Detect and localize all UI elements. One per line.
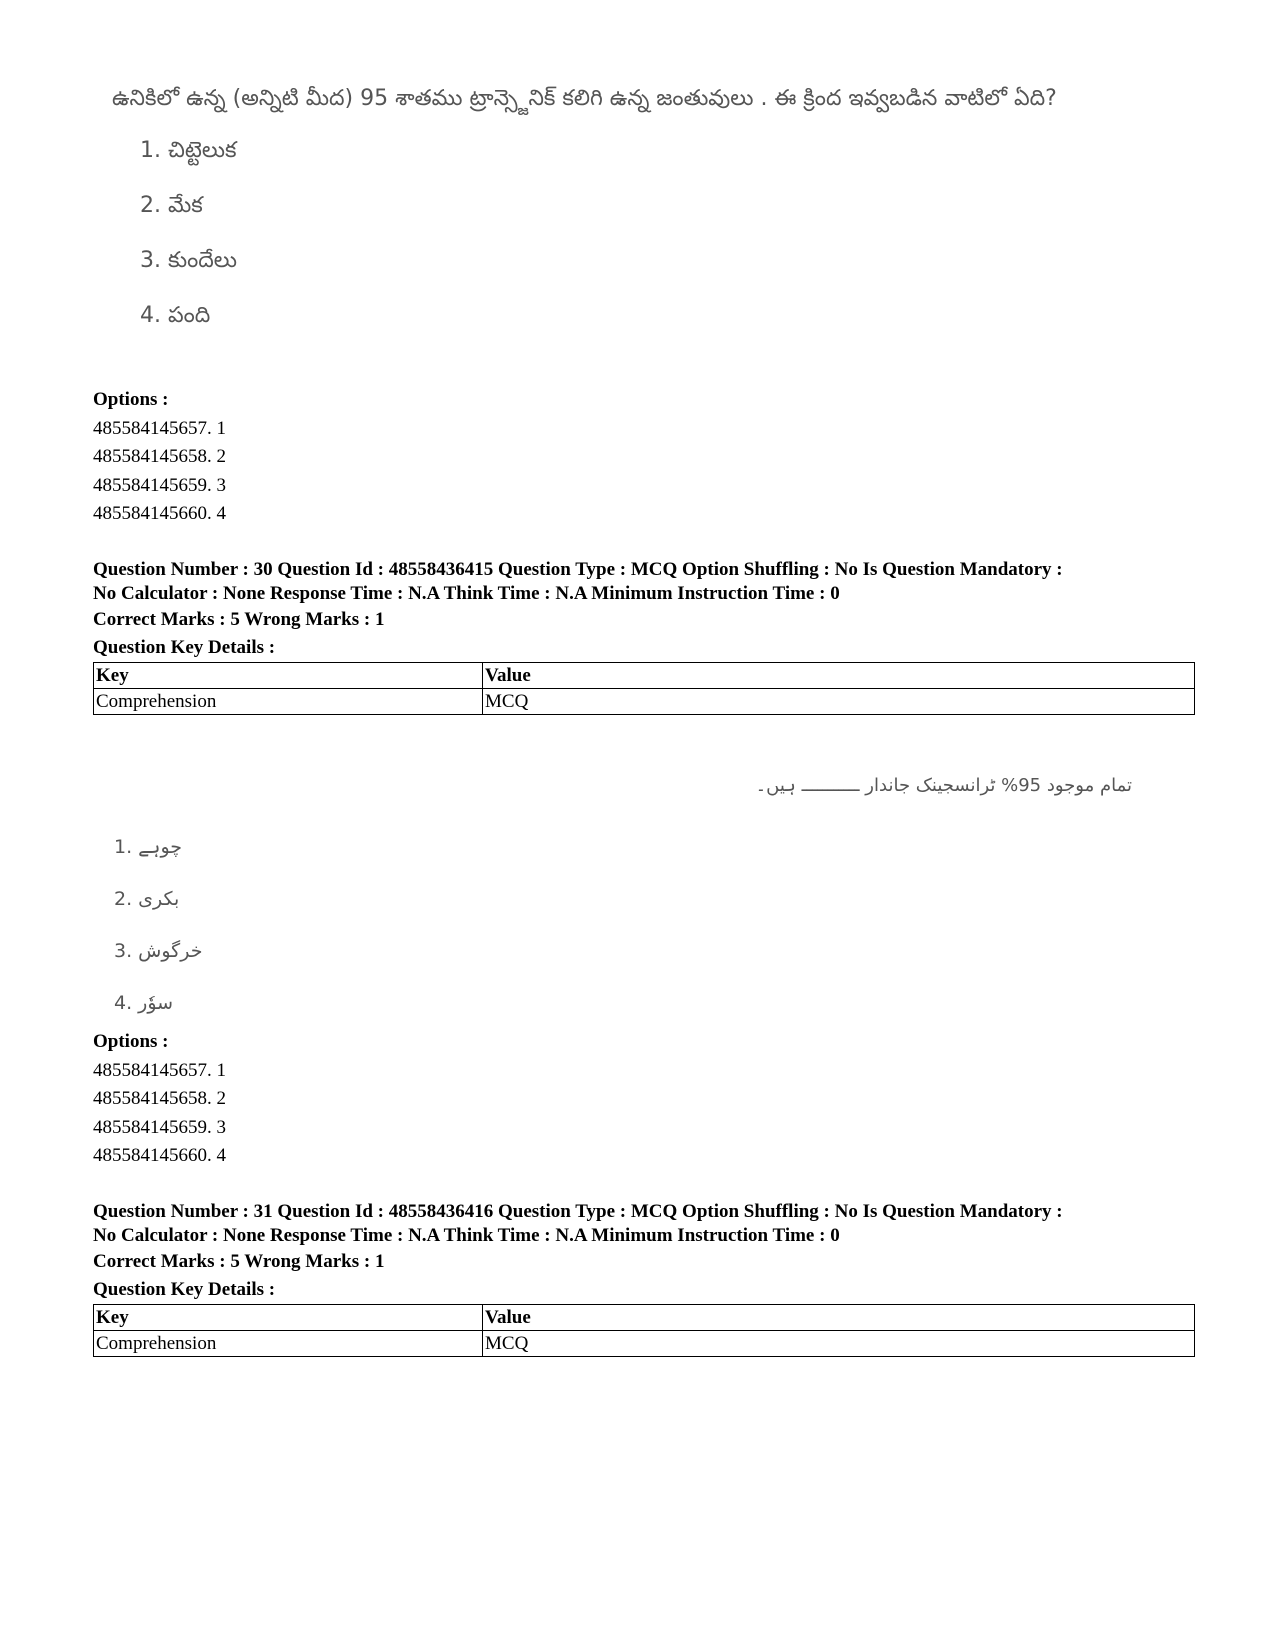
- telugu-option-1: 1. చిట్టెలుక: [140, 138, 237, 163]
- option-item: 485584145657. 1: [93, 417, 226, 439]
- telugu-option-2: 2. మేక: [140, 193, 203, 218]
- option-item: 485584145660. 4: [93, 1145, 226, 1166]
- options-block-q29: [93, 386, 1195, 529]
- option-item: 485584145660. 4: [93, 503, 226, 524]
- question-meta-line-1: Question Number : 31 Question Id : 48558436416 Question Type : MCQ Option Shuffling : No Is Question Mandatory :: [93, 1201, 1063, 1222]
- key-details-label: Question Key Details :: [93, 1279, 276, 1300]
- question-stem-urdu: تمام موجود 95% ٹرانسجینک جاندار ـــــــــــ ہیں۔: [755, 775, 1132, 796]
- marks-line: Correct Marks : 5 Wrong Marks : 1: [93, 1251, 385, 1272]
- question-header-q31: [93, 1200, 1195, 1357]
- question-meta-line-1: Question Number : 30 Question Id : 48558436415 Question Type : MCQ Option Shuffling : No Is Question Mandatory :: [93, 559, 1063, 580]
- key-details-table: [93, 662, 1195, 715]
- question-stem-telugu: ఉనికిలో ఉన్న (అన్నిటి మీద) 95 శాతము ట్రాన్స్జెనిక్ కలిగి ఉన్న జంతువులు . ఈ క్రింద ఇవ్వబడిన వాటిలో ఏది?: [112, 86, 1057, 111]
- urdu-option-4: 4. سوٗر: [114, 992, 174, 1014]
- option-item: 485584145658. 2: [93, 446, 226, 467]
- table-cell-key: Comprehension: [94, 689, 483, 715]
- key-details-label: Question Key Details :: [93, 637, 276, 658]
- question-meta-line-2: No Calculator : None Response Time : N.A Think Time : N.A Minimum Instruction Time : 0: [93, 583, 840, 604]
- table-cell-value: MCQ: [483, 1331, 1195, 1357]
- option-item: 485584145659. 3: [93, 474, 226, 496]
- table-header-key: Key: [94, 1305, 483, 1331]
- table-header-key: Key: [94, 663, 483, 689]
- table-header-row: [94, 663, 1195, 689]
- question-header-q30: [93, 558, 1195, 715]
- telugu-option-4: 4. పంది: [140, 303, 211, 328]
- marks-line: Correct Marks : 5 Wrong Marks : 1: [93, 609, 385, 630]
- telugu-option-3: 3. కుందేలు: [140, 248, 237, 273]
- table-row: [94, 1331, 1195, 1357]
- table-header-value: Value: [483, 663, 1195, 689]
- table-header-row: [94, 1305, 1195, 1331]
- urdu-question-image: [100, 775, 1150, 1029]
- options-block-q30: [93, 1028, 1195, 1171]
- option-item: 485584145657. 1: [93, 1059, 226, 1081]
- table-row: [94, 689, 1195, 715]
- urdu-option-1: 1. چوہے: [114, 836, 182, 858]
- urdu-option-3: 3. خرگوش: [114, 940, 203, 962]
- urdu-option-2: 2. بکری: [114, 888, 180, 910]
- option-item: 485584145658. 2: [93, 1088, 226, 1109]
- options-label: Options :: [93, 1031, 169, 1052]
- question-meta-line-2: No Calculator : None Response Time : N.A Think Time : N.A Minimum Instruction Time : 0: [93, 1225, 840, 1246]
- table-cell-value: MCQ: [483, 689, 1195, 715]
- key-details-table: [93, 1304, 1195, 1357]
- table-header-value: Value: [483, 1305, 1195, 1331]
- telugu-question-image: [112, 82, 1112, 343]
- table-cell-key: Comprehension: [94, 1331, 483, 1357]
- options-label: Options :: [93, 389, 169, 410]
- option-item: 485584145659. 3: [93, 1116, 226, 1138]
